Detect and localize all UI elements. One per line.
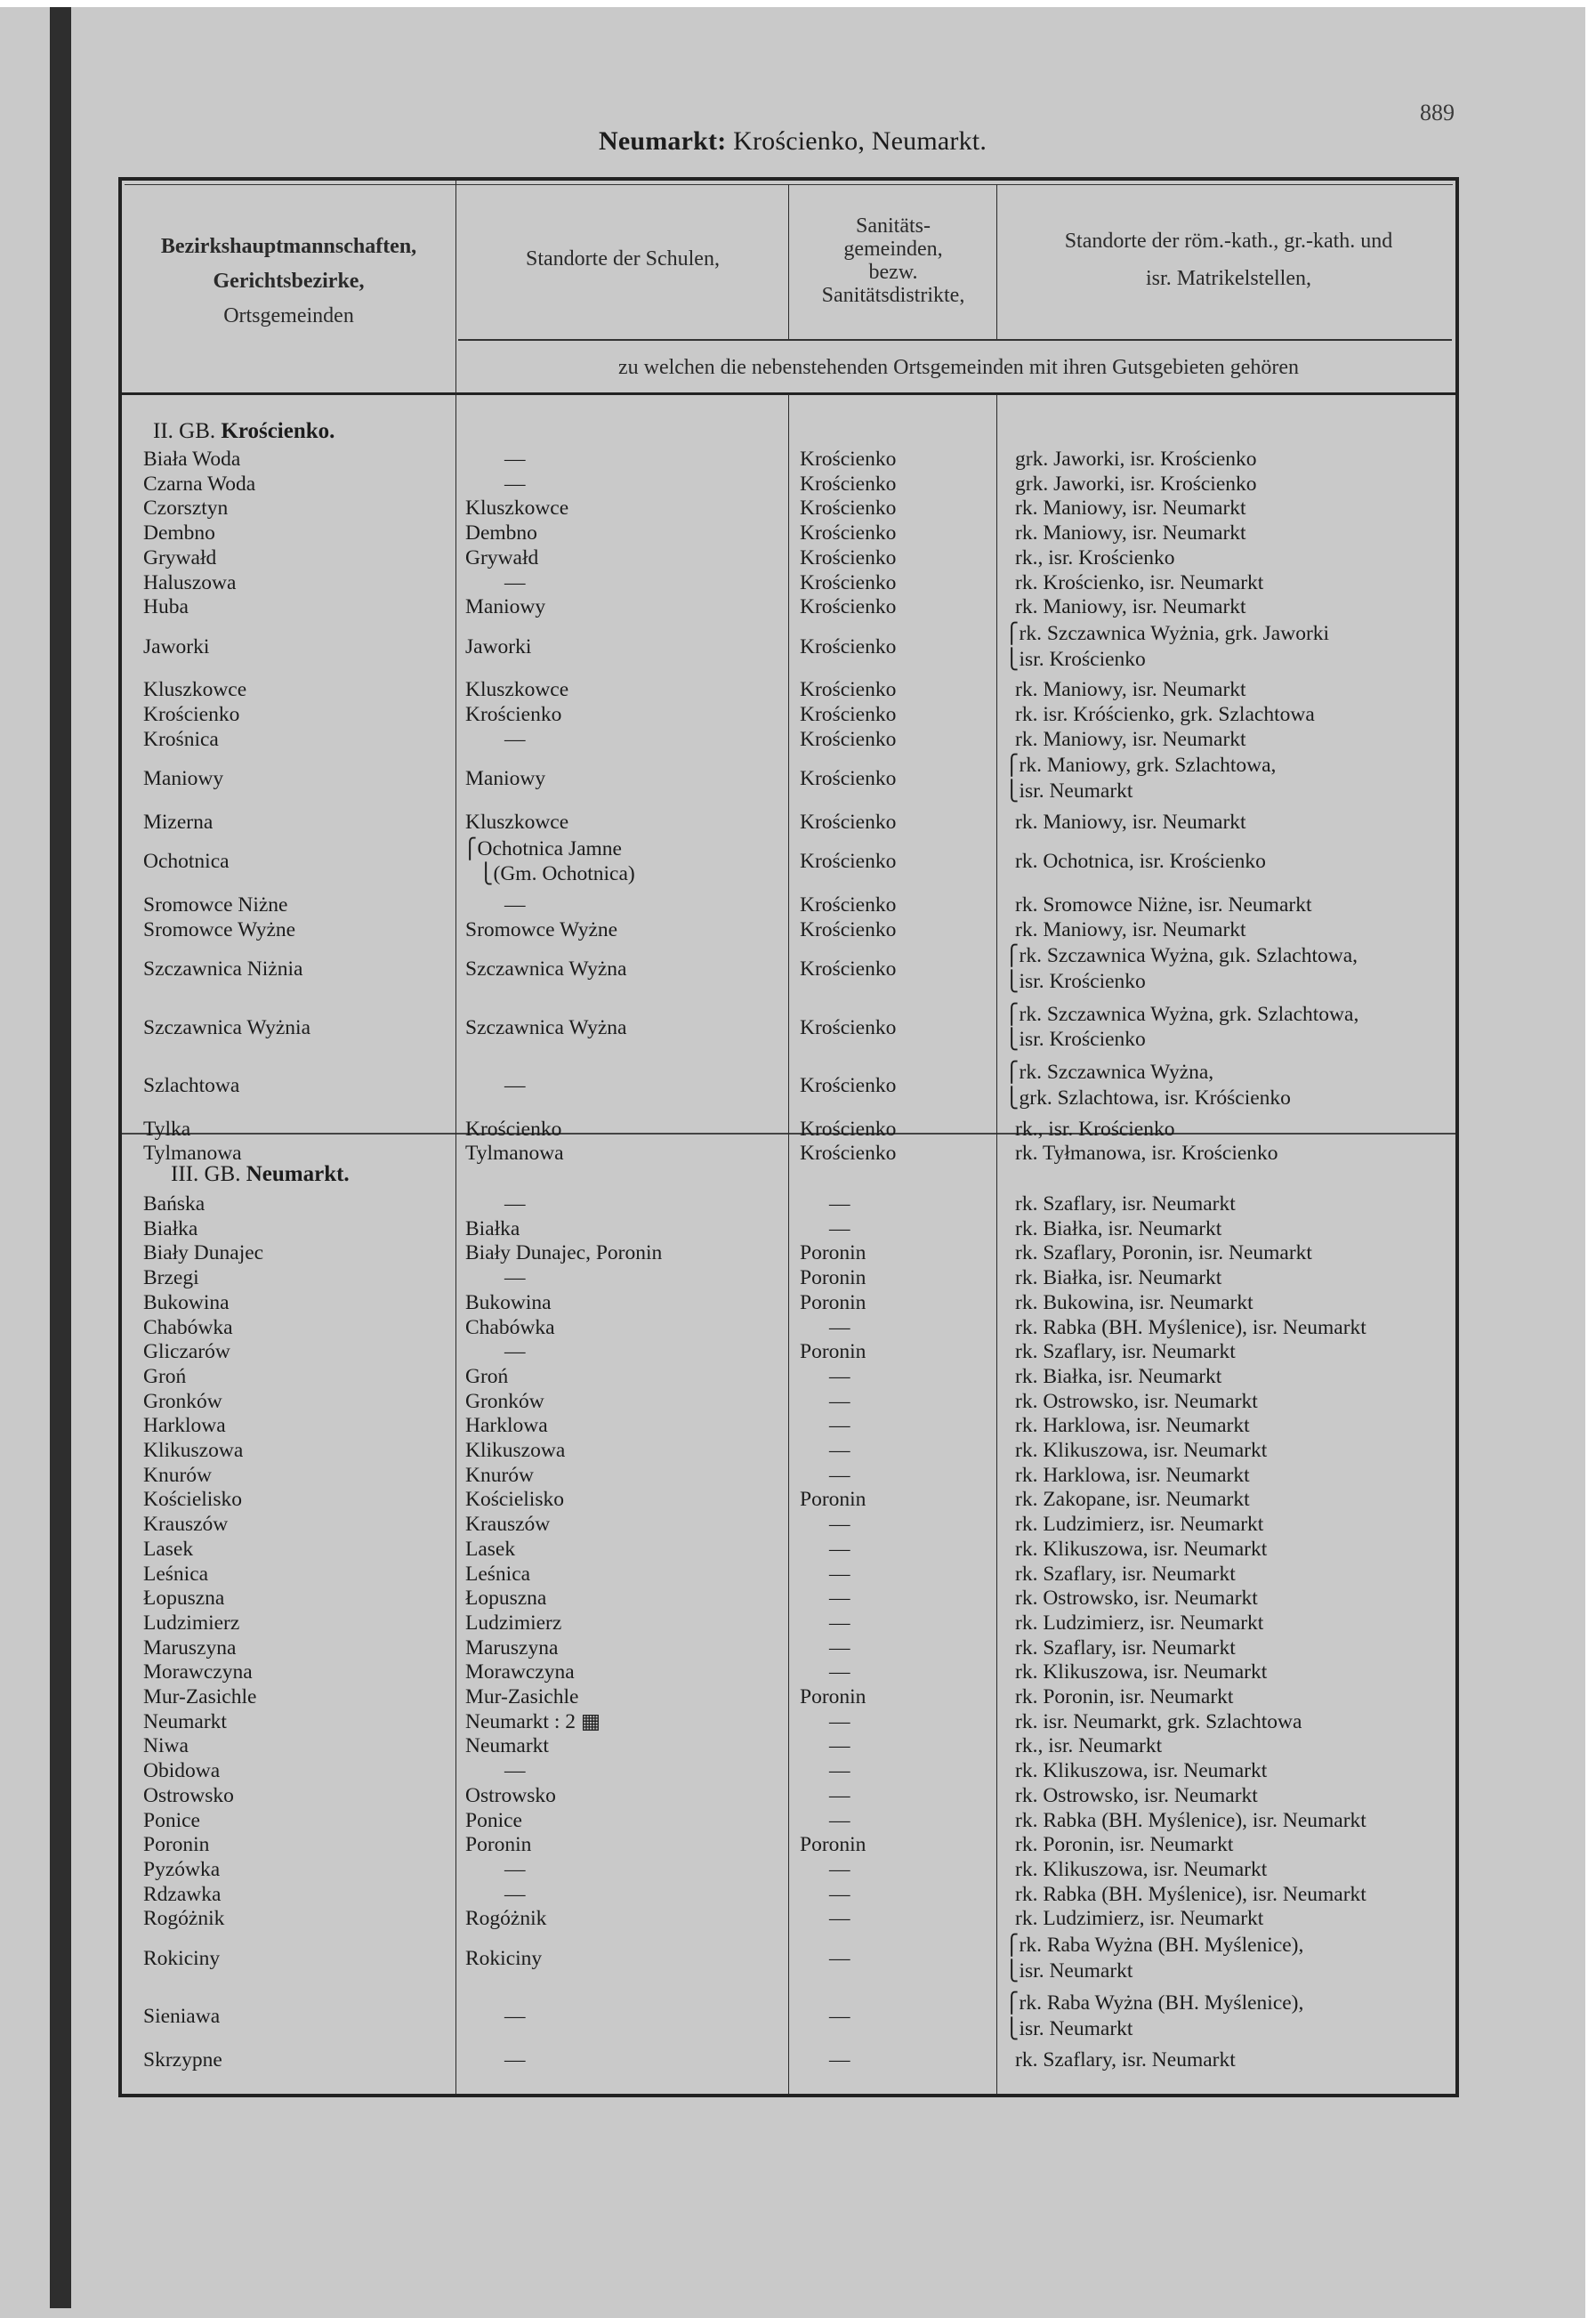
sanitaets-gemeinde: Krościenko	[800, 917, 897, 941]
ortsgemeinde: Maruszyna	[143, 1636, 237, 1660]
matrikelstelle: rk. Ostrowsko, isr. Neumarkt	[1015, 1587, 1258, 1611]
sanitaets-gemeinde: —	[829, 2047, 850, 2072]
matrikelstelle: rk., isr. Krościenko	[1015, 1117, 1175, 1141]
sanitaets-gemeinde: —	[829, 1734, 850, 1758]
ortsgemeinde: Ochotnica	[143, 850, 230, 874]
sanitaets-gemeinde: Krościenko	[800, 957, 897, 981]
matrikelstelle: rk. Klikuszowa, isr. Neumarkt	[1015, 1660, 1268, 1684]
sanitaets-gemeinde: Krościenko	[800, 1142, 897, 1166]
schule-standort: Rokiciny	[465, 1946, 543, 1970]
schule-standort: Kluszkowce	[465, 497, 569, 521]
schule-standort: Krościenko	[465, 1117, 562, 1141]
brace-glyph: ⎩	[479, 862, 494, 885]
brace-glyph: ⎩	[1004, 1028, 1020, 1051]
ortsgemeinde: Sromowce Niżne	[143, 892, 288, 917]
ortsgemeinde: Maniowy	[143, 767, 224, 791]
schule-standort: Mur-Zasichle	[465, 1685, 579, 1708]
sanitaets-gemeinde: Krościenko	[800, 678, 897, 702]
brace-glyph: ⎧	[1004, 1991, 1020, 2015]
matrikelstelle: rk. Szaflary, isr. Neumarkt	[1015, 2047, 1236, 2072]
schule-standort: Maniowy	[465, 767, 546, 791]
matrikelstelle: rk. Ludzimierz, isr. Neumarkt	[1015, 1611, 1264, 1635]
matrikelstelle: rk. Poronin, isr. Neumarkt	[1015, 1833, 1234, 1857]
ortsgemeinde: Neumarkt	[143, 1709, 227, 1733]
sanitaets-gemeinde: Krościenko	[800, 767, 897, 791]
sanitaets-gemeinde: —	[829, 1636, 850, 1660]
schule-standort: —	[504, 1759, 526, 1783]
ortsgemeinde: Biała Woda	[143, 448, 241, 471]
matrikelstelle: rk. Bukowina, isr. Neumarkt	[1015, 1290, 1253, 1314]
sanitaets-gemeinde: Krościenko	[800, 850, 897, 874]
sanitaets-gemeinde: Krościenko	[800, 595, 897, 619]
matrikelstelle: rk. Maniowy, isr. Neumarkt	[1015, 810, 1246, 834]
sanitaets-gemeinde: —	[829, 1192, 850, 1216]
schule-standort: Groń	[465, 1364, 509, 1388]
matrikelstelle: rk. Ostrowsko, isr. Neumarkt	[1015, 1389, 1258, 1413]
matrikelstelle: rk. Ostrowsko, isr. Neumarkt	[1015, 1783, 1258, 1807]
matrikelstelle: rk. Tyłmanowa, isr. Krościenko	[1015, 1142, 1278, 1166]
matrikelstelle: rk. Klikuszowa, isr. Neumarkt	[1015, 1439, 1268, 1462]
brace-glyph: ⎩	[1004, 647, 1020, 670]
sanitaets-gemeinde: Krościenko	[800, 472, 897, 496]
ortsgemeinde: Poronin	[143, 1833, 210, 1857]
matrikelstelle: rk. Maniowy, isr. Neumarkt	[1015, 497, 1246, 521]
schule-standort: Ponice	[465, 1808, 522, 1832]
brace-glyph: ⎩	[1004, 2017, 1020, 2040]
ortsgemeinde: Huba	[143, 595, 189, 619]
schule-standort: Szczawnica Wyżna	[465, 1015, 627, 1039]
sanitaets-gemeinde: —	[829, 1587, 850, 1611]
sanitaets-gemeinde: Krościenko	[800, 703, 897, 726]
ortsgemeinde: Bańska	[143, 1192, 206, 1216]
ortsgemeinde: Skrzypne	[143, 2047, 222, 2072]
sanitaets-gemeinde: Poronin	[800, 1241, 867, 1265]
matrikelstelle: rk. Poronin, isr. Neumarkt	[1015, 1685, 1234, 1708]
matrikelstelle: rk., isr. Krościenko	[1015, 545, 1175, 569]
sanitaets-gemeinde: —	[829, 1857, 850, 1881]
ortsgemeinde: Obidowa	[143, 1759, 221, 1783]
ortsgemeinde: Knurów	[143, 1463, 213, 1487]
schule-standort: Harklowa	[465, 1414, 548, 1438]
matrikelstelle: rk. Maniowy, isr. Neumarkt	[1015, 917, 1246, 941]
ortsgemeinde: Rogóżnik	[143, 1907, 225, 1931]
sanitaets-gemeinde: —	[829, 1537, 850, 1561]
schule-standort: —	[504, 892, 526, 917]
sanitaets-gemeinde: —	[829, 1709, 850, 1733]
matrikelstelle: rk. Zakopane, isr. Neumarkt	[1015, 1488, 1250, 1512]
running-head-bold: Neumarkt:	[598, 126, 727, 156]
matrikelstelle: rk. Rabka (BH. Myślenice), isr. Neumarkt	[1015, 1882, 1366, 1906]
matrikelstelle: rk. Ludzimierz, isr. Neumarkt	[1015, 1907, 1264, 1931]
header-col-gemeinden: Bezirkshauptmannschaften, Gerichtsbezirke, Ortsgemeinden	[160, 235, 417, 327]
sanitaets-gemeinde: Poronin	[800, 1488, 867, 1512]
schule-standort: Knurów	[465, 1463, 535, 1487]
matrikelstelle: rk. Białka, isr. Neumarkt	[1015, 1266, 1222, 1290]
matrikelstelle: ⎧rk. Szczawnica Wyżna, ⎩grk. Szlachtowa, isr. Króścienko	[1004, 1061, 1291, 1110]
ortsgemeinde: Krościenko	[143, 703, 240, 726]
schule-standort: ⎧Ochotnica Jamne ⎩(Gm. Ochotnica)	[463, 836, 635, 886]
ortsgemeinde: Chabówka	[143, 1315, 233, 1339]
sanitaets-gemeinde: Krościenko	[800, 545, 897, 569]
ortsgemeinde: Sromowce Wyżne	[143, 917, 296, 941]
ortsgemeinde: Tylka	[143, 1117, 191, 1141]
brace-glyph: ⎩	[1004, 1959, 1020, 1982]
sanitaets-gemeinde: Krościenko	[800, 1117, 897, 1141]
sanitaets-gemeinde: Poronin	[800, 1685, 867, 1708]
sanitaets-gemeinde: —	[829, 1315, 850, 1339]
ortsgemeinde: Rdzawka	[143, 1882, 222, 1906]
sanitaets-gemeinde: Krościenko	[800, 521, 897, 545]
header-span-note: zu welchen die nebenstehenden Ortsgemeinden mit ihren Gutsgebieten gehören	[617, 356, 1300, 379]
col-divider-3	[996, 394, 997, 2094]
ortsgemeinde: Grywałd	[143, 545, 217, 569]
page-number: 889	[1420, 100, 1455, 125]
matrikelstelle: rk. Klikuszowa, isr. Neumarkt	[1015, 1857, 1268, 1881]
matrikelstelle: rk. Maniowy, isr. Neumarkt	[1015, 595, 1246, 619]
matrikelstelle: ⎧rk. Raba Wyżna (BH. Myślenice), ⎩isr. Neumarkt	[1004, 1991, 1304, 2041]
sanitaets-gemeinde: —	[829, 1389, 850, 1413]
ortsgemeinde: Klikuszowa	[143, 1439, 244, 1462]
brace-glyph: ⎩	[1004, 779, 1020, 803]
matrikelstelle: rk. Maniowy, isr. Neumarkt	[1015, 678, 1246, 702]
schule-standort: Białka	[465, 1216, 520, 1240]
schule-standort: —	[504, 1857, 526, 1881]
gazetteer-table	[118, 177, 1459, 2097]
ortsgemeinde: Łopuszna	[143, 1587, 225, 1611]
schule-standort: Grywałd	[465, 545, 539, 569]
ortsgemeinde: Rokiciny	[143, 1946, 221, 1970]
matrikelstelle: rk. Szaflary, isr. Neumarkt	[1015, 1636, 1236, 1660]
ortsgemeinde: Morawczyna	[143, 1660, 253, 1684]
sanitaets-gemeinde: —	[829, 1216, 850, 1240]
sanitaets-gemeinde: Krościenko	[800, 570, 897, 594]
section-title-kroscienko: II. GB. Krościenko.	[153, 419, 335, 443]
schule-standort: —	[504, 1882, 526, 1906]
ortsgemeinde: Biały Dunajec	[143, 1241, 264, 1265]
ortsgemeinde: Pyzówka	[143, 1857, 221, 1881]
sanitaets-gemeinde: Krościenko	[800, 634, 897, 658]
matrikelstelle: rk. Ochotnica, isr. Krościenko	[1015, 850, 1266, 874]
matrikelstelle: rk. Rabka (BH. Myślenice), isr. Neumarkt	[1015, 1315, 1366, 1339]
col-divider-1	[455, 181, 456, 2094]
ortsgemeinde: Groń	[143, 1364, 187, 1388]
schule-standort: Neumarkt : 2 ▦	[465, 1709, 601, 1733]
ortsgemeinde: Haluszowa	[143, 570, 237, 594]
ortsgemeinde: Jaworki	[143, 634, 210, 658]
sanitaets-gemeinde: —	[829, 1759, 850, 1783]
matrikelstelle: rk. Krościenko, isr. Neumarkt	[1015, 570, 1264, 594]
sanitaets-gemeinde: —	[829, 1660, 850, 1684]
col-divider-2-header	[788, 184, 789, 339]
schule-standort: Neumarkt	[465, 1734, 549, 1758]
sanitaets-gemeinde: Poronin	[800, 1833, 867, 1857]
ortsgemeinde: Ludzimierz	[143, 1611, 240, 1635]
matrikelstelle: rk. Białka, isr. Neumarkt	[1015, 1216, 1222, 1240]
ortsgemeinde: Ponice	[143, 1808, 200, 1832]
ortsgemeinde: Kościelisko	[143, 1488, 242, 1512]
sanitaets-gemeinde: Krościenko	[800, 497, 897, 521]
matrikelstelle: rk. Harklowa, isr. Neumarkt	[1015, 1463, 1250, 1487]
matrikelstelle: rk. isr. Króścienko, grk. Szlachtowa	[1015, 703, 1315, 726]
ortsgemeinde: Krauszów	[143, 1513, 229, 1537]
matrikelstelle: rk. Harklowa, isr. Neumarkt	[1015, 1414, 1250, 1438]
sanitaets-gemeinde: —	[829, 2005, 850, 2029]
schule-standort: Dembno	[465, 521, 537, 545]
col-divider-2	[788, 394, 789, 2094]
matrikelstelle: rk. isr. Neumarkt, grk. Szlachtowa	[1015, 1709, 1302, 1733]
matrikelstelle: rk. Białka, isr. Neumarkt	[1015, 1364, 1222, 1388]
sanitaets-gemeinde: —	[829, 1562, 850, 1586]
schule-standort: Ludzimierz	[465, 1611, 562, 1635]
sanitaets-gemeinde: Krościenko	[800, 1073, 897, 1097]
sanitaets-gemeinde: Krościenko	[800, 892, 897, 917]
matrikelstelle: grk. Jaworki, isr. Krościenko	[1015, 472, 1257, 496]
schule-standort: —	[504, 472, 526, 496]
matrikelstelle: ⎧rk. Szczawnica Wyżna, gık. Szlachtowa, ⎩isr. Krościenko	[1004, 944, 1358, 993]
brace-glyph: ⎧	[1004, 1061, 1020, 1084]
schule-standort: Chabówka	[465, 1315, 555, 1339]
running-head-rest: Krościenko, Neumarkt.	[726, 126, 987, 156]
matrikelstelle: rk. Ludzimierz, isr. Neumarkt	[1015, 1513, 1264, 1537]
matrikelstelle: rk. Maniowy, isr. Neumarkt	[1015, 727, 1246, 751]
ortsgemeinde: Bukowina	[143, 1290, 230, 1314]
ortsgemeinde: Szczawnica Niżnia	[143, 957, 303, 981]
schule-standort: —	[504, 1266, 526, 1290]
schule-standort: Morawczyna	[465, 1660, 575, 1684]
header-col-matrikel: Standorte der röm.-kath., gr.-kath. und isr. Matrikelstellen,	[1064, 230, 1393, 290]
brace-glyph: ⎩	[1004, 970, 1020, 992]
schule-standort: Bukowina	[465, 1290, 552, 1314]
ortsgemeinde: Sieniawa	[143, 2005, 221, 2029]
matrikelstelle: ⎧rk. Raba Wyżna (BH. Myślenice), ⎩isr. Neumarkt	[1004, 1934, 1304, 1983]
matrikelstelle: rk. Rabka (BH. Myślenice), isr. Neumarkt	[1015, 1808, 1366, 1832]
ortsgemeinde: Szlachtowa	[143, 1073, 240, 1097]
schule-standort: Gronków	[465, 1389, 544, 1413]
sanitaets-gemeinde: Krościenko	[800, 810, 897, 834]
sanitaets-gemeinde: —	[829, 1808, 850, 1832]
ortsgemeinde: Brzegi	[143, 1266, 199, 1290]
schule-standort: Sromowce Wyżne	[465, 917, 618, 941]
ortsgemeinde: Ostrowsko	[143, 1783, 234, 1807]
matrikelstelle: rk. Szaflary, Poronin, isr. Neumarkt	[1015, 1241, 1312, 1265]
brace-glyph: ⎧	[463, 836, 478, 860]
ortsgemeinde: Czorsztyn	[143, 497, 229, 521]
brace-glyph: ⎧	[1004, 944, 1020, 967]
schule-standort: Szczawnica Wyżna	[465, 957, 627, 981]
col-divider-3-header	[996, 184, 997, 339]
sanitaets-gemeinde: Poronin	[800, 1340, 867, 1364]
schule-standort: Krościenko	[465, 703, 562, 726]
schule-standort: Ostrowsko	[465, 1783, 556, 1807]
matrikelstelle: rk. Sromowce Niżne, isr. Neumarkt	[1015, 892, 1312, 917]
sanitaets-gemeinde: Poronin	[800, 1290, 867, 1314]
brace-glyph: ⎧	[1004, 754, 1020, 777]
schule-standort: —	[504, 1340, 526, 1364]
sanitaets-gemeinde: —	[829, 1513, 850, 1537]
ortsgemeinde: Czarna Woda	[143, 472, 256, 496]
header-span-rule	[458, 339, 1452, 341]
ortsgemeinde: Kluszkowce	[143, 678, 247, 702]
header-col-schulen: Standorte der Schulen,	[526, 247, 720, 271]
sanitaets-gemeinde: Krościenko	[800, 727, 897, 751]
sanitaets-gemeinde: —	[829, 1882, 850, 1906]
sanitaets-gemeinde: —	[829, 1414, 850, 1438]
sanitaets-gemeinde: —	[829, 1946, 850, 1970]
ortsgemeinde: Gliczarów	[143, 1340, 230, 1364]
ortsgemeinde: Mizerna	[143, 810, 214, 834]
sanitaets-gemeinde: —	[829, 1463, 850, 1487]
schule-standort: —	[504, 1192, 526, 1216]
matrikelstelle: rk. Klikuszowa, isr. Neumarkt	[1015, 1759, 1268, 1783]
schule-standort: Poronin	[465, 1833, 532, 1857]
matrikelstelle: rk. Maniowy, isr. Neumarkt	[1015, 521, 1246, 545]
schule-standort: Klikuszowa	[465, 1439, 566, 1462]
sanitaets-gemeinde: Krościenko	[800, 1015, 897, 1039]
ortsgemeinde: Krośnica	[143, 727, 219, 751]
schule-standort: Maniowy	[465, 595, 546, 619]
schule-standort: Jaworki	[465, 634, 532, 658]
schule-standort: —	[504, 570, 526, 594]
matrikelstelle: ⎧rk. Maniowy, grk. Szlachtowa, ⎩isr. Neumarkt	[1004, 754, 1277, 804]
schule-standort: —	[504, 448, 526, 471]
matrikelstelle: ⎧rk. Szczawnica Wyżnia, grk. Jaworki ⎩isr. Krościenko	[1004, 621, 1330, 671]
ortsgemeinde: Białka	[143, 1216, 198, 1240]
ortsgemeinde: Leśnica	[143, 1562, 209, 1586]
schule-standort: Tylmanowa	[465, 1142, 564, 1166]
ortsgemeinde: Tylmanowa	[143, 1142, 242, 1166]
schule-standort: Łopuszna	[465, 1587, 547, 1611]
schule-standort: Kościelisko	[465, 1488, 564, 1512]
ortsgemeinde: Dembno	[143, 521, 215, 545]
matrikelstelle: rk. Szaflary, isr. Neumarkt	[1015, 1192, 1236, 1216]
running-head	[0, 126, 1585, 157]
sanitaets-gemeinde: —	[829, 1783, 850, 1807]
sanitaets-gemeinde: —	[829, 1611, 850, 1635]
schule-standort: Kluszkowce	[465, 678, 569, 702]
matrikelstelle: rk. Szaflary, isr. Neumarkt	[1015, 1340, 1236, 1364]
sanitaets-gemeinde: —	[829, 1364, 850, 1388]
schule-standort: Leśnica	[465, 1562, 531, 1586]
brace-glyph: ⎧	[1004, 1002, 1020, 1025]
matrikelstelle: rk. Szaflary, isr. Neumarkt	[1015, 1562, 1236, 1586]
sanitaets-gemeinde: —	[829, 1907, 850, 1931]
schule-standort: Krauszów	[465, 1513, 551, 1537]
schule-standort: Biały Dunajec, Poronin	[465, 1241, 663, 1265]
schule-standort: —	[504, 727, 526, 751]
sanitaets-gemeinde: Poronin	[800, 1266, 867, 1290]
matrikelstelle: ⎧rk. Szczawnica Wyżna, grk. Szlachtowa, ⎩isr. Krościenko	[1004, 1002, 1359, 1052]
ortsgemeinde: Niwa	[143, 1734, 189, 1758]
matrikelstelle: grk. Jaworki, isr. Krościenko	[1015, 448, 1257, 471]
ortsgemeinde: Lasek	[143, 1537, 194, 1561]
matrikelstelle: rk. Klikuszowa, isr. Neumarkt	[1015, 1537, 1268, 1561]
sanitaets-gemeinde: Krościenko	[800, 448, 897, 471]
binding-edge	[50, 7, 71, 2308]
ortsgemeinde: Szczawnica Wyżnia	[143, 1015, 311, 1039]
schule-standort: Maruszyna	[465, 1636, 559, 1660]
schule-standort: Kluszkowce	[465, 810, 569, 834]
header-col-sanitaet: Sanitäts- gemeinden, bezw. Sanitätsdistrikte,	[821, 214, 965, 307]
brace-glyph: ⎩	[1004, 1086, 1020, 1109]
schule-standort: —	[504, 2005, 526, 2029]
schule-standort: —	[504, 2047, 526, 2072]
ortsgemeinde: Gronków	[143, 1389, 222, 1413]
brace-glyph: ⎧	[1004, 621, 1020, 644]
schule-standort: Rogóżnik	[465, 1907, 547, 1931]
brace-glyph: ⎧	[1004, 1934, 1020, 1956]
schule-standort: —	[504, 1073, 526, 1097]
ortsgemeinde: Harklowa	[143, 1414, 226, 1438]
section-title-neumarkt: III. GB. Neumarkt.	[171, 1162, 350, 1186]
ortsgemeinde: Mur-Zasichle	[143, 1685, 257, 1708]
matrikelstelle: rk., isr. Neumarkt	[1015, 1734, 1163, 1758]
schule-standort: Lasek	[465, 1537, 516, 1561]
sanitaets-gemeinde: —	[829, 1439, 850, 1462]
